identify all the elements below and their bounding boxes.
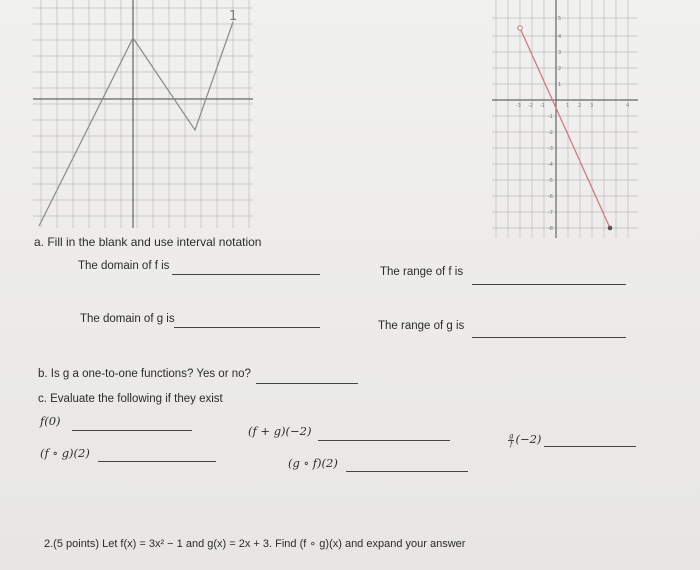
range-f-label: The range of f is bbox=[380, 266, 464, 278]
graph-g-grid bbox=[492, 0, 638, 238]
eval-g-over-f-blank[interactable] bbox=[544, 446, 636, 447]
part-b-blank[interactable] bbox=[256, 383, 358, 384]
graph-g-y-tick-label: 2 bbox=[558, 66, 562, 72]
domain-f-label: The domain of f is bbox=[78, 260, 170, 272]
eval-f-comp-g-blank[interactable] bbox=[98, 461, 216, 462]
g-over-f-fraction bbox=[508, 433, 514, 448]
graph-f-grid bbox=[33, 0, 253, 228]
graph-g-x-tick-label: 2 bbox=[578, 103, 582, 109]
g-over-f-numerator: g bbox=[509, 431, 514, 440]
eval-f0-blank[interactable] bbox=[72, 430, 192, 431]
part-a-heading: a. Fill in the blank and use interval notation bbox=[34, 235, 262, 249]
graph-g-line bbox=[520, 28, 610, 228]
graph-g-y-tick-label: 5 bbox=[558, 16, 562, 22]
graph-g-x-tick-labels bbox=[516, 103, 629, 109]
graph-g bbox=[492, 0, 642, 240]
eval-g-comp-f-blank[interactable] bbox=[346, 471, 468, 472]
domain-g-blank[interactable] bbox=[174, 327, 320, 328]
graph-g-y-tick-label: -5 bbox=[548, 178, 553, 184]
graph-g-closed-endpoint bbox=[608, 226, 613, 231]
graph-f bbox=[33, 0, 253, 230]
graph-f-line bbox=[39, 22, 233, 226]
graph-g-y-tick-label: 1 bbox=[558, 82, 562, 88]
part-b-question: b. Is g a one-to-one functions? Yes or no? bbox=[38, 368, 251, 380]
graph-f-annotation: 1 bbox=[229, 9, 238, 24]
range-f-blank[interactable] bbox=[472, 284, 626, 285]
graph-g-open-endpoint bbox=[518, 26, 523, 31]
graph-g-y-tick-label: -8 bbox=[548, 226, 553, 232]
graph-g-y-tick-label: -3 bbox=[548, 146, 553, 152]
graph-g-x-tick-label: -3 bbox=[516, 103, 521, 109]
g-over-f-denominator: f bbox=[509, 439, 513, 448]
domain-f-blank[interactable] bbox=[172, 274, 320, 275]
graph-g-y-tick-label: -1 bbox=[548, 114, 553, 120]
graph-g-y-tick-label: 4 bbox=[558, 34, 562, 40]
eval-f-comp-g-label: (f ∘ g)(2) bbox=[40, 446, 90, 460]
g-over-f-argument: (−2) bbox=[515, 432, 542, 446]
eval-g-over-f-label bbox=[508, 432, 541, 448]
eval-f-plus-g-label: (f + g)(−2) bbox=[248, 424, 312, 438]
domain-g-label: The domain of g is bbox=[80, 313, 175, 325]
graph-g-y-tick-label: -2 bbox=[548, 130, 553, 136]
eval-f-plus-g-blank[interactable] bbox=[318, 440, 450, 441]
eval-g-comp-f-label: (g ∘ f)(2) bbox=[288, 456, 338, 470]
graph-g-x-tick-label: 3 bbox=[590, 103, 594, 109]
graph-g-y-tick-labels bbox=[548, 16, 561, 232]
eval-f0-label: f(0) bbox=[40, 414, 61, 428]
part-c-heading: c. Evaluate the following if they exist bbox=[38, 393, 223, 405]
range-g-blank[interactable] bbox=[472, 337, 626, 338]
graph-g-x-tick-label: -1 bbox=[540, 103, 545, 109]
question-2: 2.(5 points) Let f(x) = 3x² − 1 and g(x) = 2x + 3. Find (f ∘ g)(x) and expand your answer bbox=[44, 538, 466, 550]
graph-g-x-tick-label: 1 bbox=[566, 103, 570, 109]
graph-g-y-tick-label: -4 bbox=[548, 162, 553, 168]
graph-g-y-tick-label: 3 bbox=[558, 50, 562, 56]
graph-g-x-tick-label: -2 bbox=[528, 103, 533, 109]
graph-g-y-tick-label: -6 bbox=[548, 194, 553, 200]
graph-g-y-tick-label: -7 bbox=[548, 210, 553, 216]
graph-g-x-tick-label: 4 bbox=[626, 103, 630, 109]
range-g-label: The range of g is bbox=[378, 320, 465, 332]
